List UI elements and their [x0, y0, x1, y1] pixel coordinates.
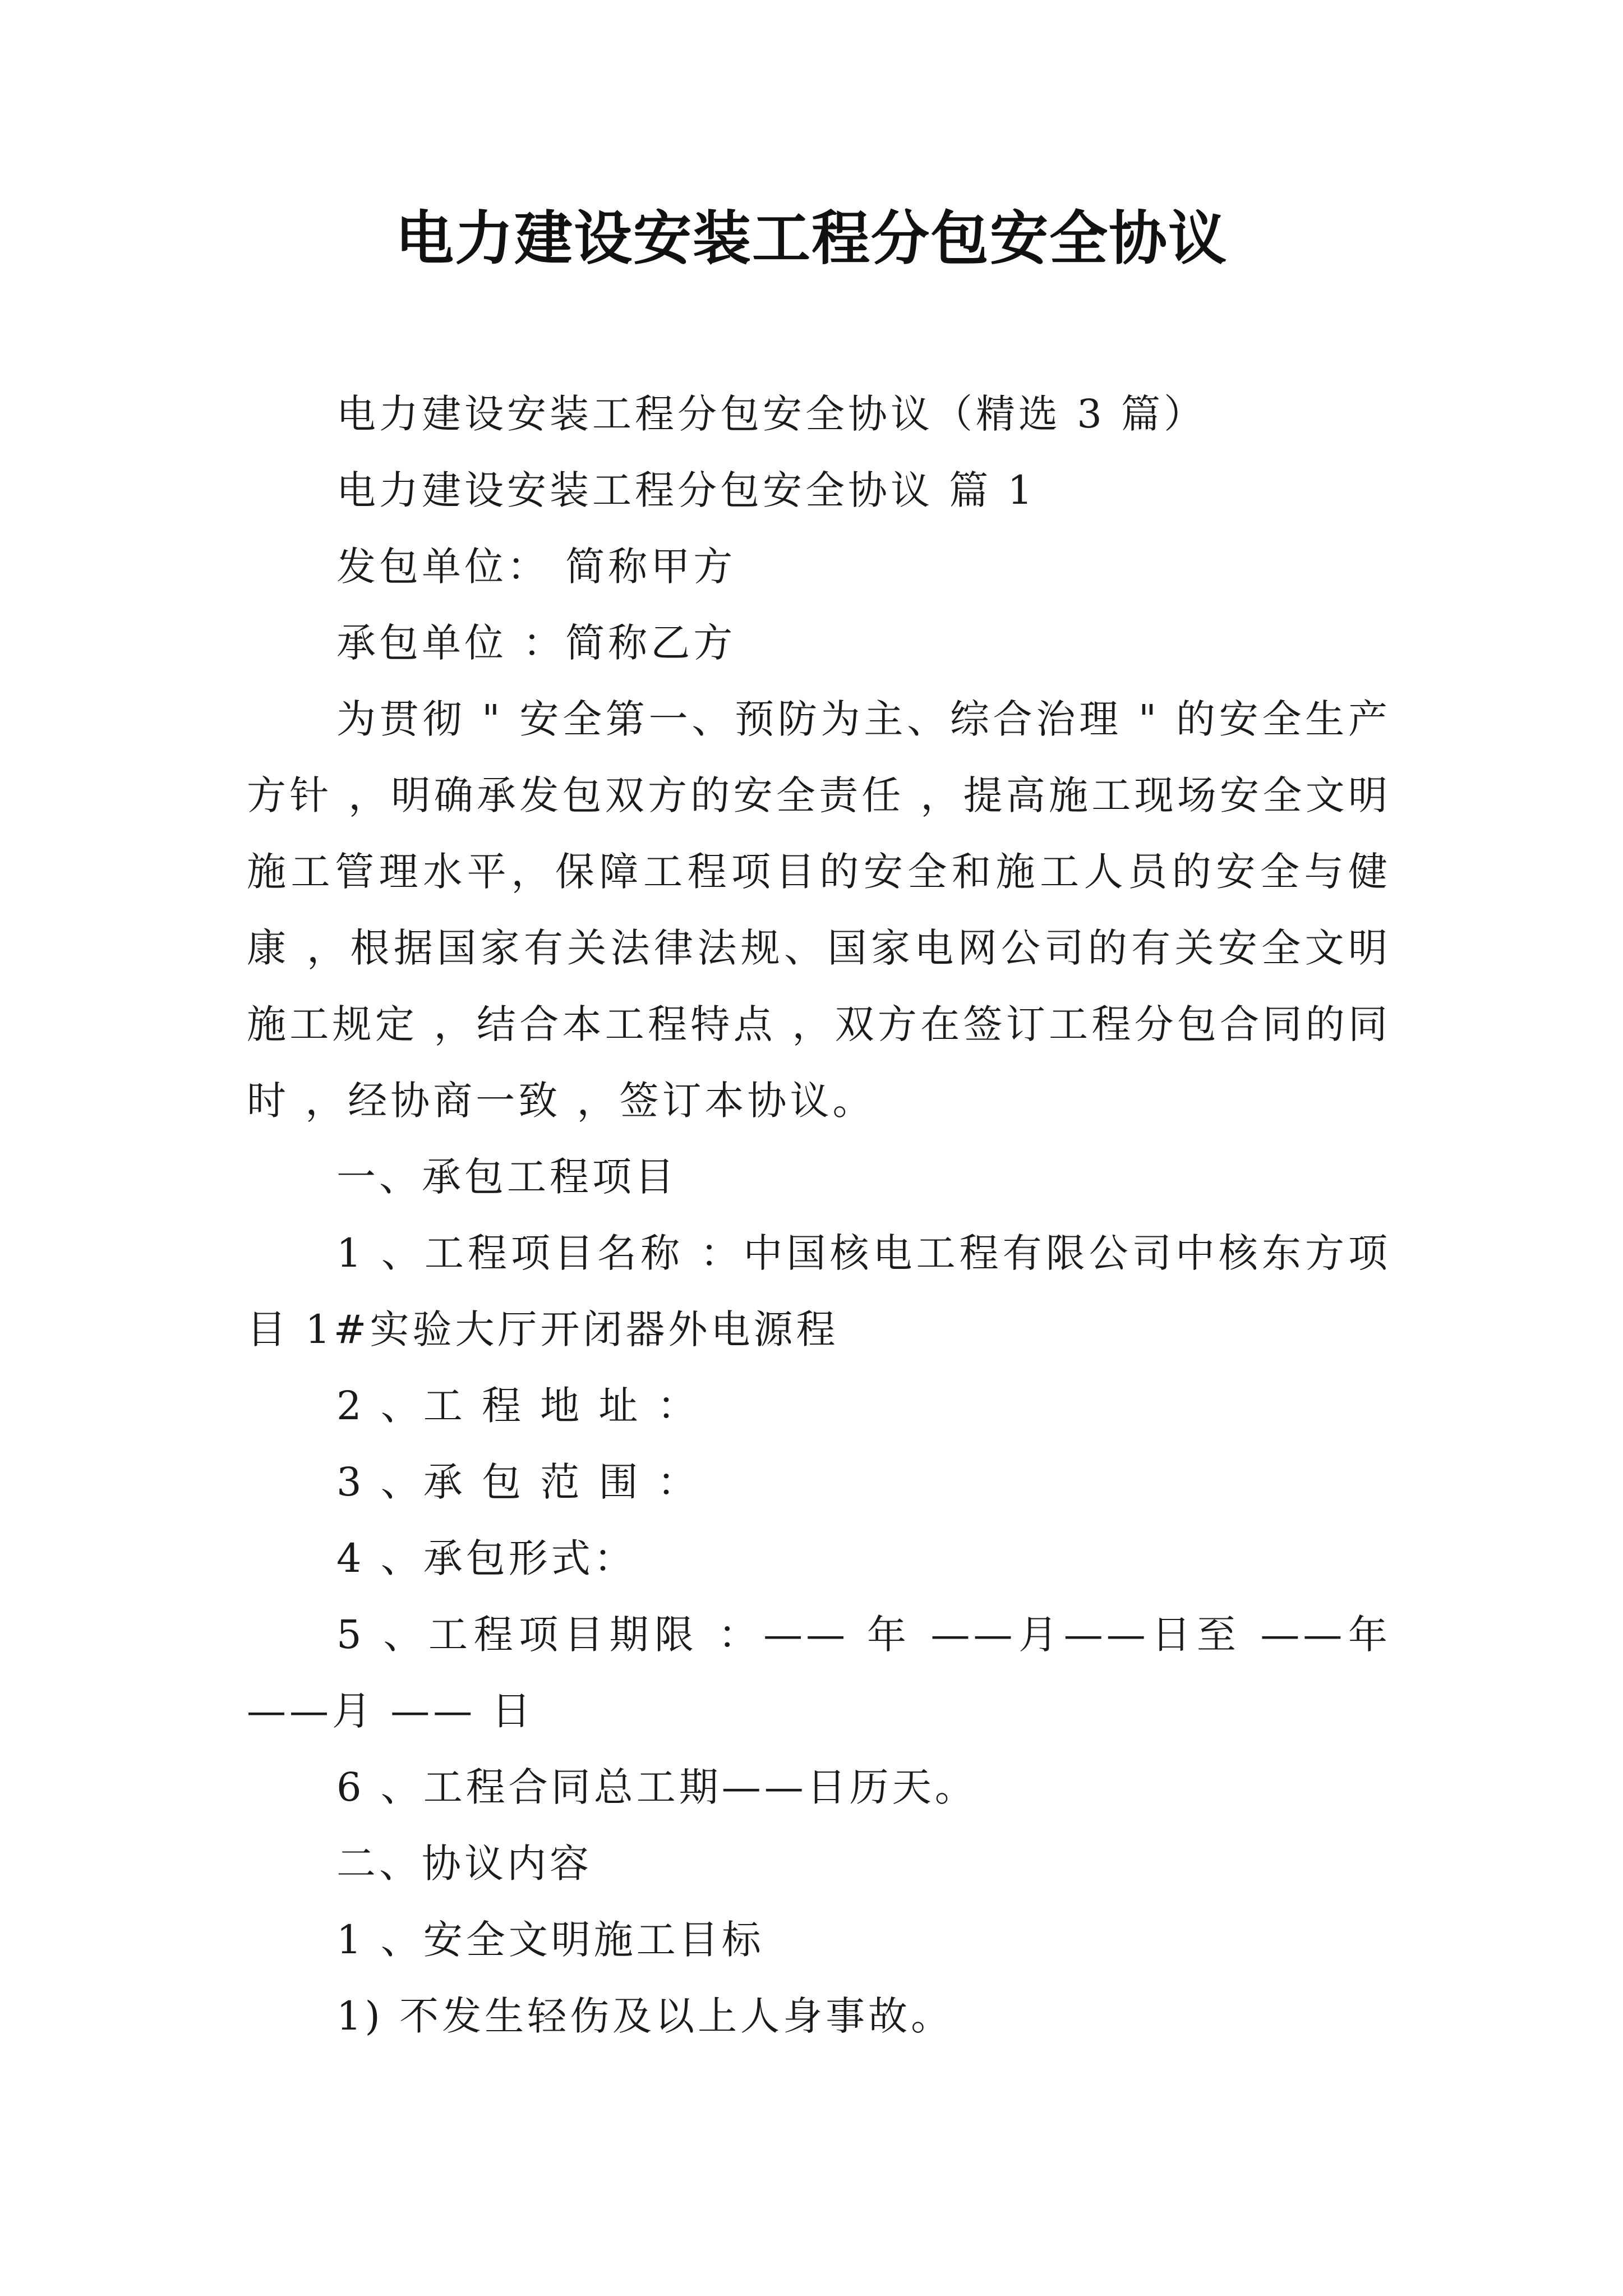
paragraph-project-period: 5 、工程项目期限 ：—— 年 ——月——日至 ——年——月 —— 日: [247, 1612, 1391, 1734]
document-body: [247, 376, 1391, 2054]
paragraph-contract-form: 4 、承包形式：: [336, 1535, 637, 1581]
paragraph-total-duration: 6 、工程合同总工期——日历天。: [336, 1764, 978, 1810]
paragraph-project-name: 1 、工程项目名称 ：中国核电工程有限公司中核东方项目 1#实验大厅开闭器外电源程: [247, 1230, 1391, 1352]
document-title: 电力建设安装工程分包安全协议: [395, 204, 1228, 273]
paragraph-heading-project: 一、承包工程项目: [336, 1154, 677, 1200]
paragraph-contracting-party: 发包单位： 简称甲方: [336, 544, 736, 590]
paragraph-section-heading: 电力建设安装工程分包安全协议 篇 1: [336, 467, 1036, 513]
paragraph-project-address: 2 、工 程 地 址 ：: [336, 1383, 700, 1429]
paragraph-heading-agreement: 二、协议内容: [336, 1841, 592, 1887]
paragraph-contract-scope: 3 、承 包 范 围 ：: [336, 1459, 700, 1505]
paragraph-safety-target: 1 、安全文明施工目标: [336, 1917, 764, 1963]
paragraph-target-item-1: 1) 不发生轻伤及以上人身事故。: [336, 1993, 954, 2039]
paragraph-contractor-party: 承包单位 ：简称乙方: [336, 620, 736, 666]
paragraph-preamble: 为贯彻 " 安全第一、预防为主、综合治理 " 的安全生产方针 ，明确承发包双方的安全责任 ，提高施工现场安全文明施工管理水平，保障工程项目的安全和施工人员的安全与健康 ，根据国家有关法律法规、国家电网公司的有关安全文明施工规定 ，结合本工程特点 ，双方在签订工程分包合同的同时 ，经协商一致 ，签订本协议。: [247, 696, 1391, 1124]
paragraph-subtitle: 电力建设安装工程分包安全协议（精选 3 篇）: [336, 391, 1207, 437]
